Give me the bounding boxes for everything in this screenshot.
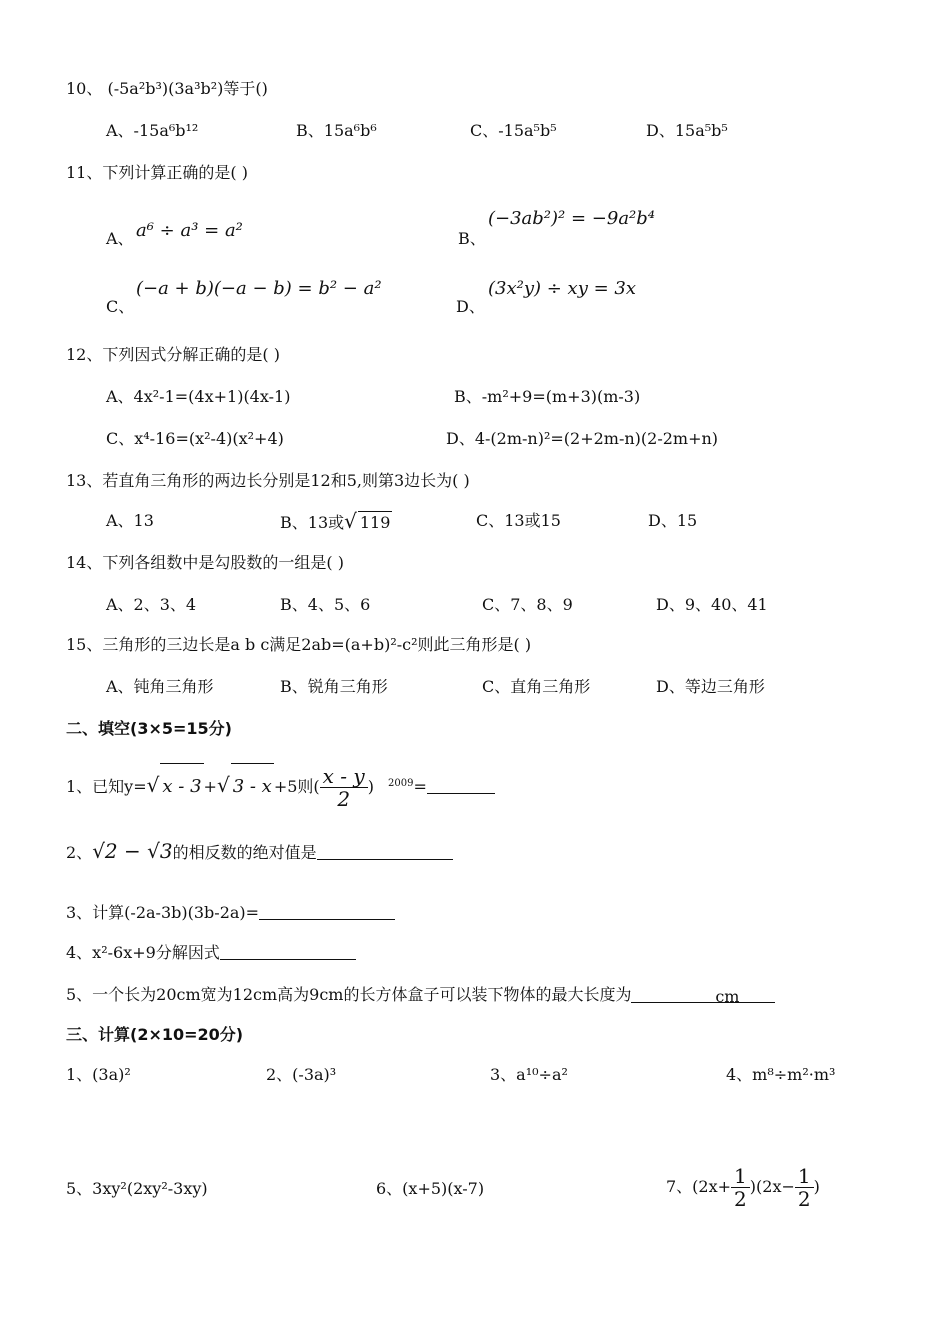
calc-7-suffix: ) bbox=[813, 1177, 820, 1196]
fraction-denominator: 2 bbox=[797, 1187, 811, 1211]
calc-question-1: 1、(3a)² bbox=[66, 1065, 131, 1084]
q11-option-d-label: D、 bbox=[456, 297, 485, 316]
radical-sign-icon: √ bbox=[146, 773, 160, 797]
fill-1-fraction bbox=[320, 765, 368, 810]
answer-blank[interactable] bbox=[427, 777, 495, 794]
q14-option-c: C、7、8、9 bbox=[482, 595, 573, 614]
answer-blank[interactable] bbox=[317, 843, 453, 860]
q10-option-b: B、15a⁶b⁶ bbox=[296, 121, 377, 140]
q13-option-b-radicand: 119 bbox=[359, 513, 391, 532]
q10-stem: 10、 (-5a²b³)(3a³b²)等于() bbox=[66, 79, 268, 98]
fill-1-plus: + bbox=[203, 777, 217, 796]
answer-blank[interactable] bbox=[631, 986, 775, 1006]
fraction-denominator: 2 bbox=[337, 787, 351, 811]
calc-question-5: 5、3xy²(2xy²-3xy) bbox=[66, 1179, 208, 1198]
q14-option-d: D、9、40、41 bbox=[656, 595, 768, 614]
q11-option-b-label: B、 bbox=[458, 229, 486, 248]
q12-option-c: C、x⁴-16=(x²-4)(x²+4) bbox=[106, 429, 284, 448]
fill-1-close: ) bbox=[367, 777, 374, 796]
fill-question-4 bbox=[66, 942, 356, 964]
fill-2-math: √2 − √3 bbox=[92, 839, 173, 863]
calc-7-fraction-2 bbox=[795, 1165, 814, 1210]
q15-stem: 15、三角形的三边长是a b c满足2ab=(a+b)²-c²则此三角形是( ) bbox=[66, 635, 532, 654]
q11-option-c-label: C、 bbox=[106, 297, 135, 316]
q13-option-b bbox=[280, 510, 392, 534]
fraction-numerator: 1 bbox=[731, 1165, 750, 1188]
q15-option-a: A、钝角三角形 bbox=[106, 677, 214, 696]
calc-question-3: 3、a¹⁰÷a² bbox=[490, 1065, 568, 1084]
q10-option-c: C、-15a⁵b⁵ bbox=[470, 121, 557, 140]
calc-7-middle: )(2x− bbox=[749, 1177, 795, 1196]
q14-stem: 14、下列各组数中是勾股数的一组是( ) bbox=[66, 553, 344, 572]
q15-option-c: C、直角三角形 bbox=[482, 677, 591, 696]
q12-option-d: D、4-(2m-n)²=(2+2m-n)(2-2m+n) bbox=[446, 429, 719, 448]
fill-4-text: 4、x²-6x+9分解因式 bbox=[66, 943, 220, 962]
calc-question-6: 6、(x+5)(x-7) bbox=[376, 1179, 485, 1198]
q10-option-a: A、-15a⁶b¹² bbox=[106, 121, 199, 140]
q13-stem: 13、若直角三角形的两边长分别是12和5,则第3边长为( ) bbox=[66, 471, 470, 490]
q14-option-b: B、4、5、6 bbox=[280, 595, 371, 614]
q11-option-c-math: (−a + b)(−a − b) = b² − a² bbox=[136, 278, 382, 299]
fill-1-radicand-2: 3 - x bbox=[231, 763, 274, 810]
q11-option-a-math: a⁶ ÷ a³ = a² bbox=[136, 220, 243, 241]
radical-sign-icon: √ bbox=[216, 773, 230, 797]
fill-question-3 bbox=[66, 902, 395, 924]
fill-5-text: 5、一个长为20cm宽为12cm高为9cm的长方体盒子可以装下物体的最大长度为 bbox=[66, 985, 632, 1004]
calc-question-7 bbox=[666, 1164, 820, 1210]
calc-question-2: 2、(-3a)³ bbox=[266, 1065, 337, 1084]
answer-blank[interactable] bbox=[220, 943, 356, 960]
q11-option-d-math: (3x²y) ÷ xy = 3x bbox=[488, 278, 637, 299]
fill-2-suffix: 的相反数的绝对值是 bbox=[172, 843, 317, 862]
q15-option-b: B、锐角三角形 bbox=[280, 677, 388, 696]
q13-option-b-text: B、13或 bbox=[280, 513, 345, 532]
fill-3-text: 3、计算(-2a-3b)(3b-2a)= bbox=[66, 903, 260, 922]
fill-5-unit: cm bbox=[715, 987, 740, 1006]
fraction-numerator: x - y bbox=[320, 765, 368, 788]
section-fill-in-title: 二、填空(3×5=15分) bbox=[66, 719, 232, 738]
fill-1-middle: +5则( bbox=[273, 777, 320, 796]
q12-option-a: A、4x²-1=(4x+1)(4x-1) bbox=[106, 387, 291, 406]
q12-option-b: B、-m²+9=(m+3)(m-3) bbox=[454, 387, 641, 406]
q10-option-d: D、15a⁵b⁵ bbox=[646, 121, 728, 140]
q13-option-a: A、13 bbox=[106, 511, 154, 530]
q13-option-c: C、13或15 bbox=[476, 511, 561, 530]
q13-option-d: D、15 bbox=[648, 511, 698, 530]
q11-option-a-label: A、 bbox=[106, 229, 134, 248]
fraction-numerator: 1 bbox=[795, 1165, 814, 1188]
q14-option-a: A、2、3、4 bbox=[106, 595, 197, 614]
fill-question-2 bbox=[66, 840, 453, 864]
section-calculation-title: 三、计算(2×10=20分) bbox=[66, 1025, 244, 1044]
q11-option-b-math: (−3ab²)² = −9a²b⁴ bbox=[488, 208, 656, 229]
fill-1-radicand-1: x - 3 bbox=[160, 763, 203, 810]
q11-stem: 11、下列计算正确的是( ) bbox=[66, 163, 248, 182]
fill-1-exponent: 2009 bbox=[387, 778, 414, 789]
fill-2-prefix: 2、 bbox=[66, 843, 93, 862]
fill-question-1 bbox=[66, 762, 495, 810]
q15-option-d: D、等边三角形 bbox=[656, 677, 765, 696]
calc-question-4: 4、m⁸÷m²·m³ bbox=[726, 1065, 836, 1084]
calc-7-fraction-1 bbox=[731, 1165, 750, 1210]
radical-sign-icon: √ bbox=[344, 509, 357, 533]
fraction-denominator: 2 bbox=[734, 1187, 747, 1211]
fill-1-prefix: 1、已知y= bbox=[66, 777, 147, 796]
fill-1-equals: = bbox=[413, 777, 427, 796]
fill-question-5 bbox=[66, 984, 775, 1006]
q12-stem: 12、下列因式分解正确的是( ) bbox=[66, 345, 280, 364]
calc-7-prefix: 7、(2x+ bbox=[666, 1177, 732, 1196]
answer-blank[interactable] bbox=[259, 903, 395, 920]
